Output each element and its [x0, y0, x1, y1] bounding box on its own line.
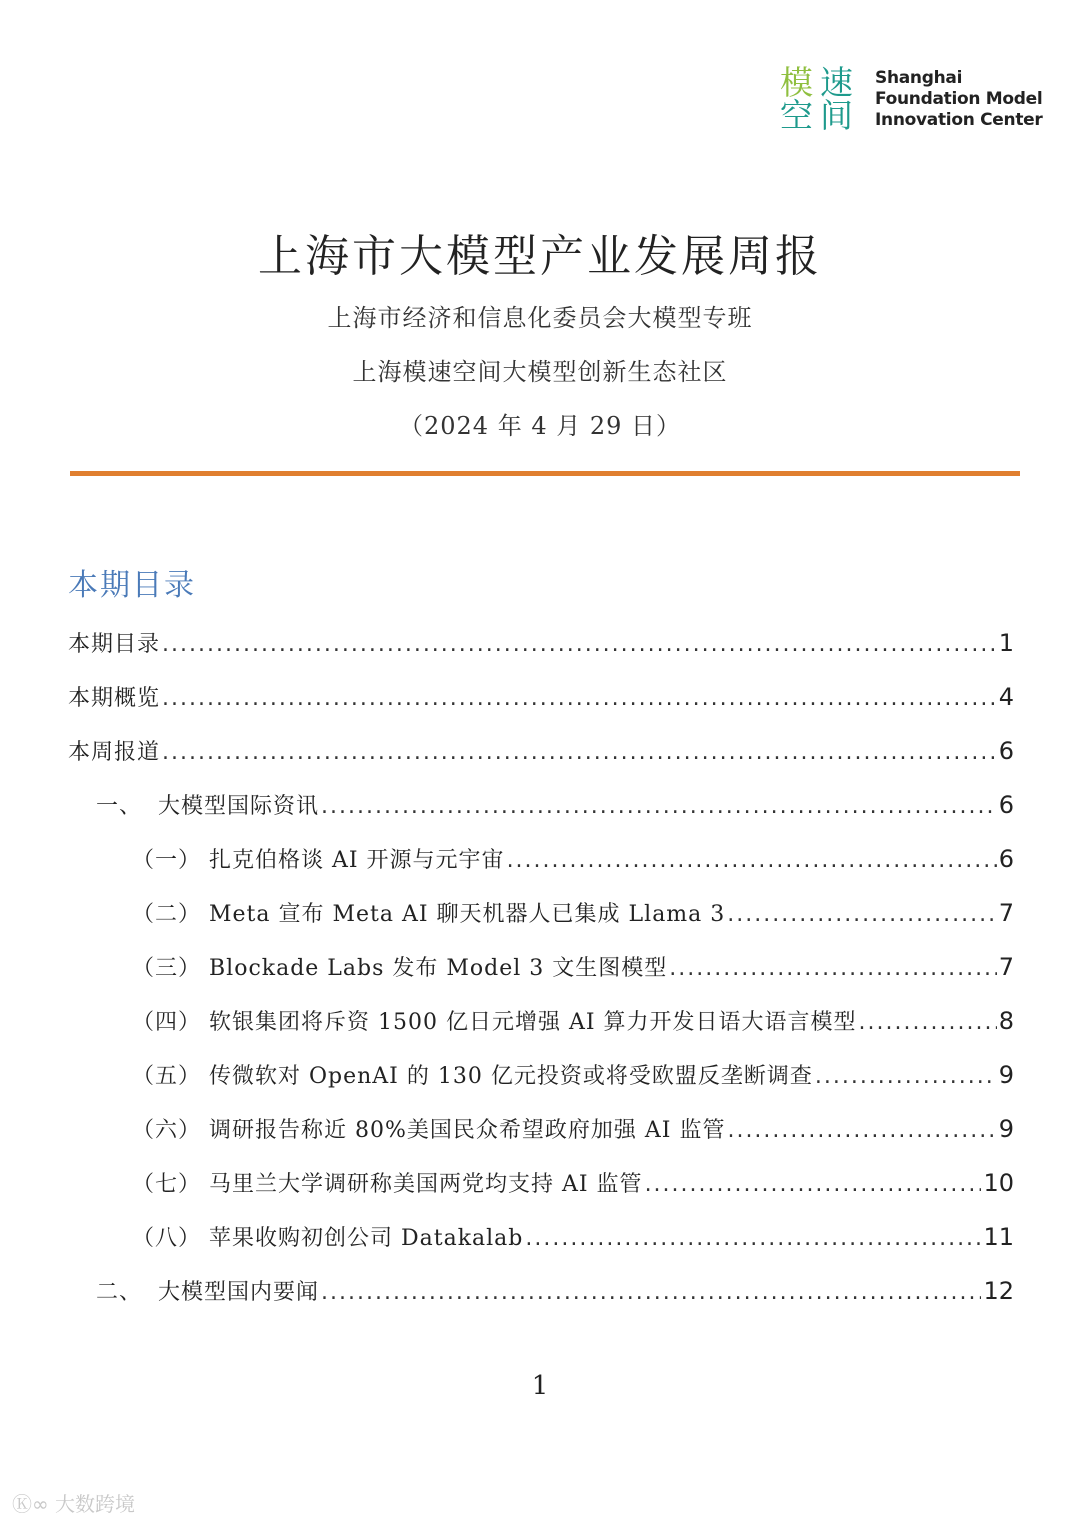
- toc-entry[interactable]: [132, 832, 1014, 886]
- toc-entry[interactable]: [68, 724, 1014, 778]
- toc-entry[interactable]: [132, 940, 1014, 994]
- toc-entry-label: （七） 马里兰大学调研称美国两党均支持 AI 监管: [132, 1172, 643, 1197]
- toc-entry-label: 本期概览: [68, 686, 161, 711]
- toc-entry-page: 12: [983, 1277, 1014, 1305]
- toc-entry-page: 6: [998, 845, 1014, 873]
- logo-text: [875, 68, 1042, 131]
- toc-entry-page: 6: [998, 791, 1014, 819]
- toc-entry-page: 4: [998, 683, 1014, 711]
- logo-line-2: Foundation Model: [875, 89, 1043, 109]
- logo: [780, 63, 1043, 135]
- toc-leader: [321, 780, 997, 834]
- logo-char-3: 空: [780, 96, 813, 135]
- subtitle-community: 上海模速空间大模型创新生态社区: [352, 358, 728, 386]
- toc-entry-label: 本周报道: [68, 740, 161, 765]
- toc-leader: [525, 1212, 981, 1266]
- toc-leader: [645, 1158, 982, 1212]
- header-divider: [70, 471, 1020, 476]
- toc-entry[interactable]: [96, 778, 1014, 832]
- toc-entry[interactable]: [68, 616, 1014, 670]
- toc-entry[interactable]: [132, 1102, 1014, 1156]
- toc-leader: [669, 942, 996, 996]
- logo-mark: [780, 63, 866, 135]
- toc-entry-label: （八） 苹果收购初创公司 Datakalab: [132, 1226, 524, 1251]
- toc-entry-label: （三） Blockade Labs 发布 Model 3 文生图模型: [132, 956, 668, 981]
- toc-entry[interactable]: [132, 886, 1014, 940]
- page-number: 1: [531, 1371, 549, 1401]
- toc-leader: [815, 1050, 997, 1104]
- logo-char-1: 模: [780, 63, 813, 102]
- toc-entry-page: 6: [998, 737, 1014, 765]
- toc-entry-label: （四） 软银集团将斥资 1500 亿日元增强 AI 算力开发日语大语言模型: [132, 1010, 857, 1035]
- report-date: （2024 年 4 月 29 日）: [398, 412, 682, 440]
- toc-entry-label: （五） 传微软对 OpenAI 的 130 亿元投资或将受欧盟反垄断调查: [132, 1064, 813, 1089]
- toc-leader: [727, 1104, 996, 1158]
- toc-entry-label: 本期目录: [68, 632, 161, 657]
- toc-heading: 本期目录: [68, 568, 196, 603]
- watermark: Ⓚ∞ 大数跨境: [12, 1492, 136, 1516]
- toc-entry[interactable]: [132, 1156, 1014, 1210]
- toc-entry-label: （六） 调研报告称近 80%美国民众希望政府加强 AI 监管: [132, 1118, 726, 1143]
- toc-entry-page: 1: [998, 629, 1014, 657]
- toc-leader: [162, 618, 997, 672]
- toc-leader: [859, 996, 997, 1050]
- toc-entry-page: 10: [983, 1169, 1014, 1197]
- toc-entry-label: （一） 扎克伯格谈 AI 开源与元宇宙: [132, 848, 505, 873]
- logo-char-2: 速: [820, 63, 853, 102]
- toc-entry-page: 8: [998, 1007, 1014, 1035]
- toc-leader: [321, 1266, 981, 1320]
- logo-line-1: Shanghai: [875, 68, 963, 88]
- toc-leader: [507, 834, 997, 888]
- toc-entry[interactable]: [132, 1210, 1014, 1264]
- toc-leader: [162, 672, 997, 726]
- toc-entry[interactable]: [68, 670, 1014, 724]
- logo-char-4: 间: [820, 96, 853, 135]
- toc-entry-page: 9: [998, 1115, 1014, 1143]
- report-title: 上海市大模型产业发展周报: [258, 231, 822, 282]
- toc-entry-label: 二、 大模型国内要闻: [96, 1280, 319, 1305]
- toc-entry-page: 7: [998, 953, 1014, 981]
- toc-leader: [727, 888, 996, 942]
- toc-entry[interactable]: [132, 1048, 1014, 1102]
- toc-entry-label: （二） Meta 宣布 Meta AI 聊天机器人已集成 Llama 3: [132, 902, 726, 927]
- subtitle-publisher: 上海市经济和信息化委员会大模型专班: [327, 304, 753, 332]
- toc-entry[interactable]: [96, 1264, 1014, 1318]
- toc-entry[interactable]: [132, 994, 1014, 1048]
- toc-leader: [162, 726, 997, 780]
- toc-entry-page: 9: [998, 1061, 1014, 1089]
- toc-entry-label: 一、 大模型国际资讯: [96, 794, 319, 819]
- logo-line-3: Innovation Center: [875, 110, 1043, 130]
- toc-entry-page: 7: [998, 899, 1014, 927]
- toc-entry-page: 11: [983, 1223, 1014, 1251]
